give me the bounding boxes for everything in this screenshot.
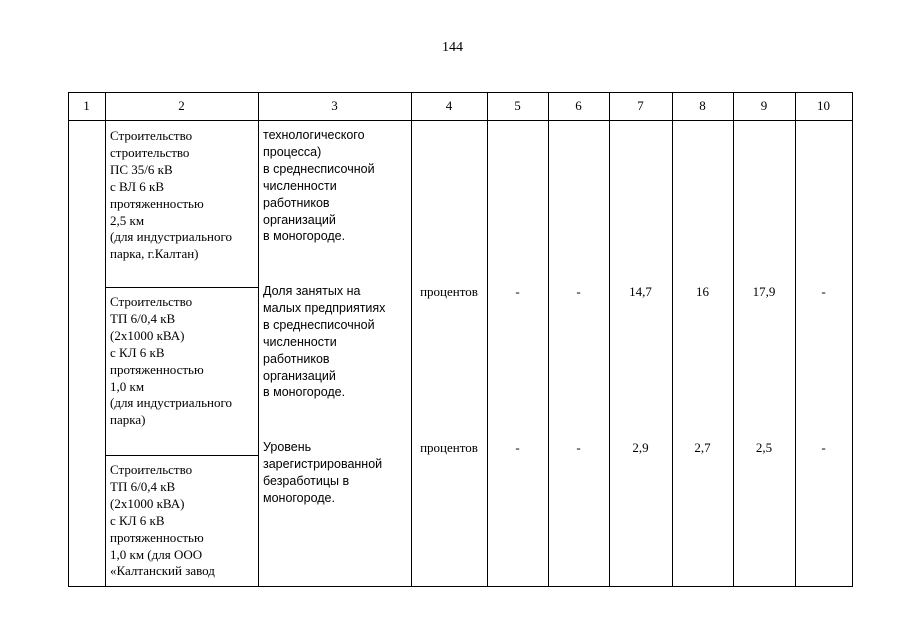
indicator-cell-1: технологического процесса) в среднесписочной численности работников организаций в моногороде.: [263, 128, 375, 244]
table-bottom-border: [68, 586, 853, 587]
header-col-5: 5: [514, 98, 521, 113]
value-cell-3-7: 2,9: [632, 440, 649, 455]
header-col-10: 10: [817, 98, 830, 113]
header-col-6: 6: [575, 98, 582, 113]
indicator-cell-3: Уровень зарегистрированной безработицы в моногороде.: [263, 440, 383, 505]
data-table: [68, 92, 853, 587]
col-border-10: [852, 92, 853, 587]
col-border-9: [795, 92, 796, 587]
header-bottom-border: [68, 120, 853, 121]
header-col-8: 8: [699, 98, 706, 113]
header-col-1: 1: [83, 98, 90, 113]
col-border-8: [733, 92, 734, 587]
value-cell-3-10: -: [821, 440, 826, 455]
value-cell-3-5: -: [515, 440, 520, 455]
col-border-0: [68, 92, 69, 587]
header-col-7: 7: [637, 98, 644, 113]
value-cell-2-7: 14,7: [629, 284, 652, 299]
col2-row-separator-1: [105, 287, 258, 288]
col-border-4: [487, 92, 488, 587]
header-col-4: 4: [445, 98, 453, 113]
page-number: 144: [442, 40, 463, 55]
header-col-3: 3: [331, 98, 338, 113]
value-cell-2-6: -: [576, 284, 581, 299]
indicator-cell-2: Доля занятых на малых предприятиях в среднесписочной численности работников организаций в моногороде.: [263, 284, 386, 400]
header-col-9: 9: [760, 98, 768, 113]
measure-cell-3: Строительство ТП 6/0,4 кВ (2х1000 кВА) с КЛ 6 кВ протяженностью 1,0 км (для ООО «Калтанский завод: [110, 462, 215, 579]
value-cell-2-9: 17,9: [752, 284, 776, 299]
value-cell-2-10: -: [821, 284, 826, 299]
header-col-2: 2: [178, 98, 185, 113]
measure-cell-2: Строительство ТП 6/0,4 кВ (2х1000 кВА) с КЛ 6 кВ протяженностью 1,0 км (для индустриального парка): [110, 294, 233, 428]
value-cell-3-6: -: [576, 440, 581, 455]
value-cell-3-8: 2,7: [694, 440, 711, 455]
unit-cell-2: процентов: [420, 284, 478, 299]
col2-row-separator-2: [105, 455, 258, 456]
col-border-1: [105, 92, 106, 587]
measure-cell-1: Строительство строительство ПС 35/6 кВ с ВЛ 6 кВ протяженностью 2,5 км (для индустриального парка, г.Калтан): [110, 128, 233, 262]
col-border-2: [258, 92, 259, 587]
value-cell-2-5: -: [515, 284, 520, 299]
col-border-3: [411, 92, 412, 587]
col-border-6: [609, 92, 610, 587]
value-cell-3-9: 2,5: [755, 440, 773, 455]
col-border-7: [672, 92, 673, 587]
value-cell-2-8: 16: [696, 284, 709, 299]
col-border-5: [548, 92, 549, 587]
unit-cell-3: процентов: [420, 440, 478, 455]
